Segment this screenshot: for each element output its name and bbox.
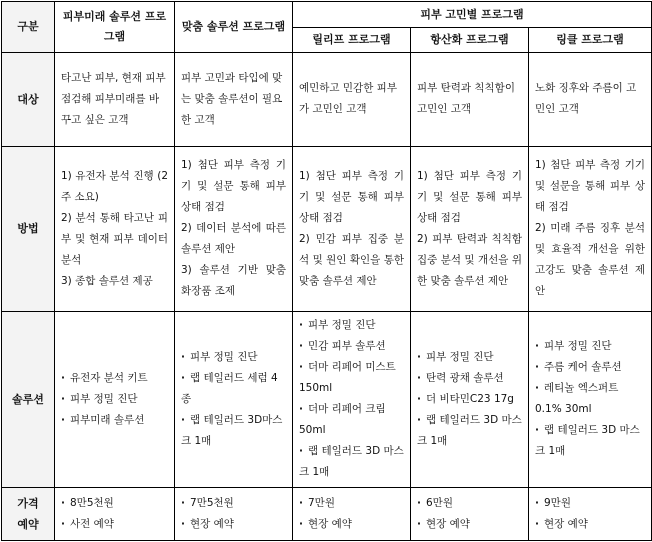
price-value: · 7만원 xyxy=(299,493,404,514)
method-step: 1) 첨단 피부 측정 기기 및 설문 통해 피부 상태 점검 xyxy=(181,159,286,214)
solution-item: · 랩 테일러드 3D 마스크 1매 xyxy=(417,410,522,452)
method-step: 1) 첨단 피부 측정 기기 및 설문 통해 피부 상태 점검 xyxy=(299,169,404,224)
solution-cell xyxy=(529,311,652,488)
solution-item: · 피부 정밀 진단 xyxy=(299,315,404,336)
reservation-type: · 현장 예약 xyxy=(535,514,645,535)
solution-item: · 랩 테일러드 3D 마스크 1매 xyxy=(535,420,645,462)
solution-item: · 피부 정밀 진단 xyxy=(535,336,645,357)
reservation-type: · 현장 예약 xyxy=(181,514,286,535)
target-cell: 타고난 피부, 현재 피부 점검해 피부미래를 바꾸고 싶은 고객 xyxy=(55,52,175,146)
solution-row xyxy=(2,311,652,488)
solution-item: · 피부 정밀 진단 xyxy=(181,347,286,368)
solution-item: · 레티놀 엑스퍼트 0.1% 30ml xyxy=(535,378,645,420)
target-label: 대상 xyxy=(2,52,55,146)
solution-item: · 유전자 분석 키트 xyxy=(61,368,168,389)
method-step: 1) 첨단 피부 측정 기기 및 설문을 통해 피부 상태 점검 xyxy=(535,159,645,214)
method-step: 2) 민감 피부 집중 분석 및 원인 확인을 통한 맞춤 솔루션 제안 xyxy=(299,232,404,287)
solution-item: · 랩 테일러드 3D마스크 1매 xyxy=(181,410,286,452)
solution-item: · 더 비타민C23 17g xyxy=(417,389,522,410)
price-cell xyxy=(293,488,411,541)
reservation-type: · 현장 예약 xyxy=(417,514,522,535)
solution-item: · 민감 피부 솔루션 xyxy=(299,336,404,357)
method-step: 2) 피부 탄력과 칙칙함 집중 분석 및 개선을 위한 맞춤 솔루션 제안 xyxy=(417,232,522,287)
solution-cell xyxy=(175,311,293,488)
solution-item: · 탄력 광채 솔루션 xyxy=(417,368,522,389)
header-relief-program: 릴리프 프로그램 xyxy=(293,28,411,52)
solution-cell xyxy=(411,311,529,488)
target-cell: 예민하고 민감한 피부가 고민인 고객 xyxy=(293,52,411,146)
target-cell: 피부 고민과 타입에 맞는 맞춤 솔루션이 필요한 고객 xyxy=(175,52,293,146)
method-step: 3) 솔루션 기반 맞춤 화장품 조제 xyxy=(181,264,286,298)
method-step: 2) 미래 주름 징후 분석 및 효율적 개선을 위한 고강도 맞춤 솔루션 제안 xyxy=(535,222,645,298)
method-cell xyxy=(411,147,529,311)
method-step: 2) 데이터 분석에 따른 솔루션 제안 xyxy=(181,222,286,256)
price-value: · 8만5천원 xyxy=(61,493,168,514)
reservation-type: · 사전 예약 xyxy=(61,514,168,535)
header-concern-programs: 피부 고민별 프로그램 xyxy=(293,2,652,28)
method-step: 3) 종합 솔루션 제공 xyxy=(61,274,153,287)
method-cell xyxy=(293,147,411,311)
solution-label: 솔루션 xyxy=(2,311,55,488)
price-cell xyxy=(55,488,175,541)
solution-item: · 피부 정밀 진단 xyxy=(417,347,522,368)
solution-item: · 피부미래 솔루션 xyxy=(61,410,168,431)
price-value: · 7만5천원 xyxy=(181,493,286,514)
price-value: · 9만원 xyxy=(535,493,645,514)
solution-item: · 랩 테일러드 세럼 4종 xyxy=(181,368,286,410)
solution-item: · 피부 정밀 진단 xyxy=(61,389,168,410)
header-skin-future-program: 피부미래 솔루션 프로그램 xyxy=(55,2,175,53)
header-category: 구분 xyxy=(2,2,55,53)
method-step: 1) 첨단 피부 측정 기기 및 설문 통해 피부 상태 점검 xyxy=(417,169,522,224)
solution-cell xyxy=(293,311,411,488)
solution-item: · 랩 테일러드 3D 마스크 1매 xyxy=(299,441,404,483)
solution-item: · 더마 리페어 크림 50ml xyxy=(299,399,404,441)
header-custom-solution-program: 맞춤 솔루션 프로그램 xyxy=(175,2,293,53)
method-row xyxy=(2,147,652,311)
target-cell: 노화 징후와 주름이 고민인 고객 xyxy=(529,52,652,146)
price-label-bottom: 예약 xyxy=(17,518,39,532)
price-label xyxy=(2,488,55,541)
method-cell xyxy=(529,147,652,311)
reservation-type: · 현장 예약 xyxy=(299,514,404,535)
target-row xyxy=(2,52,652,146)
method-step: 2) 분석 통해 타고난 피부 및 현재 피부 데이터 분석 xyxy=(61,211,168,266)
method-label: 방법 xyxy=(2,147,55,311)
price-cell xyxy=(411,488,529,541)
price-cell xyxy=(175,488,293,541)
price-row xyxy=(2,488,652,541)
target-cell: 피부 탄력과 칙칙함이 고민인 고객 xyxy=(411,52,529,146)
price-cell xyxy=(529,488,652,541)
solution-item: · 더마 리페어 미스트 150ml xyxy=(299,357,404,399)
price-label-top: 가격 xyxy=(17,497,39,511)
method-cell xyxy=(175,147,293,311)
solution-cell xyxy=(55,311,175,488)
price-value: · 6만원 xyxy=(417,493,522,514)
solution-item: · 주름 케어 솔루션 xyxy=(535,357,645,378)
header-antioxidant-program: 항산화 프로그램 xyxy=(411,28,529,52)
header-wrinkle-program: 링클 프로그램 xyxy=(529,28,652,52)
program-table xyxy=(1,1,652,541)
method-step: 1) 유전자 분석 진행 (2주 소요) xyxy=(61,169,168,203)
method-cell xyxy=(55,147,175,311)
